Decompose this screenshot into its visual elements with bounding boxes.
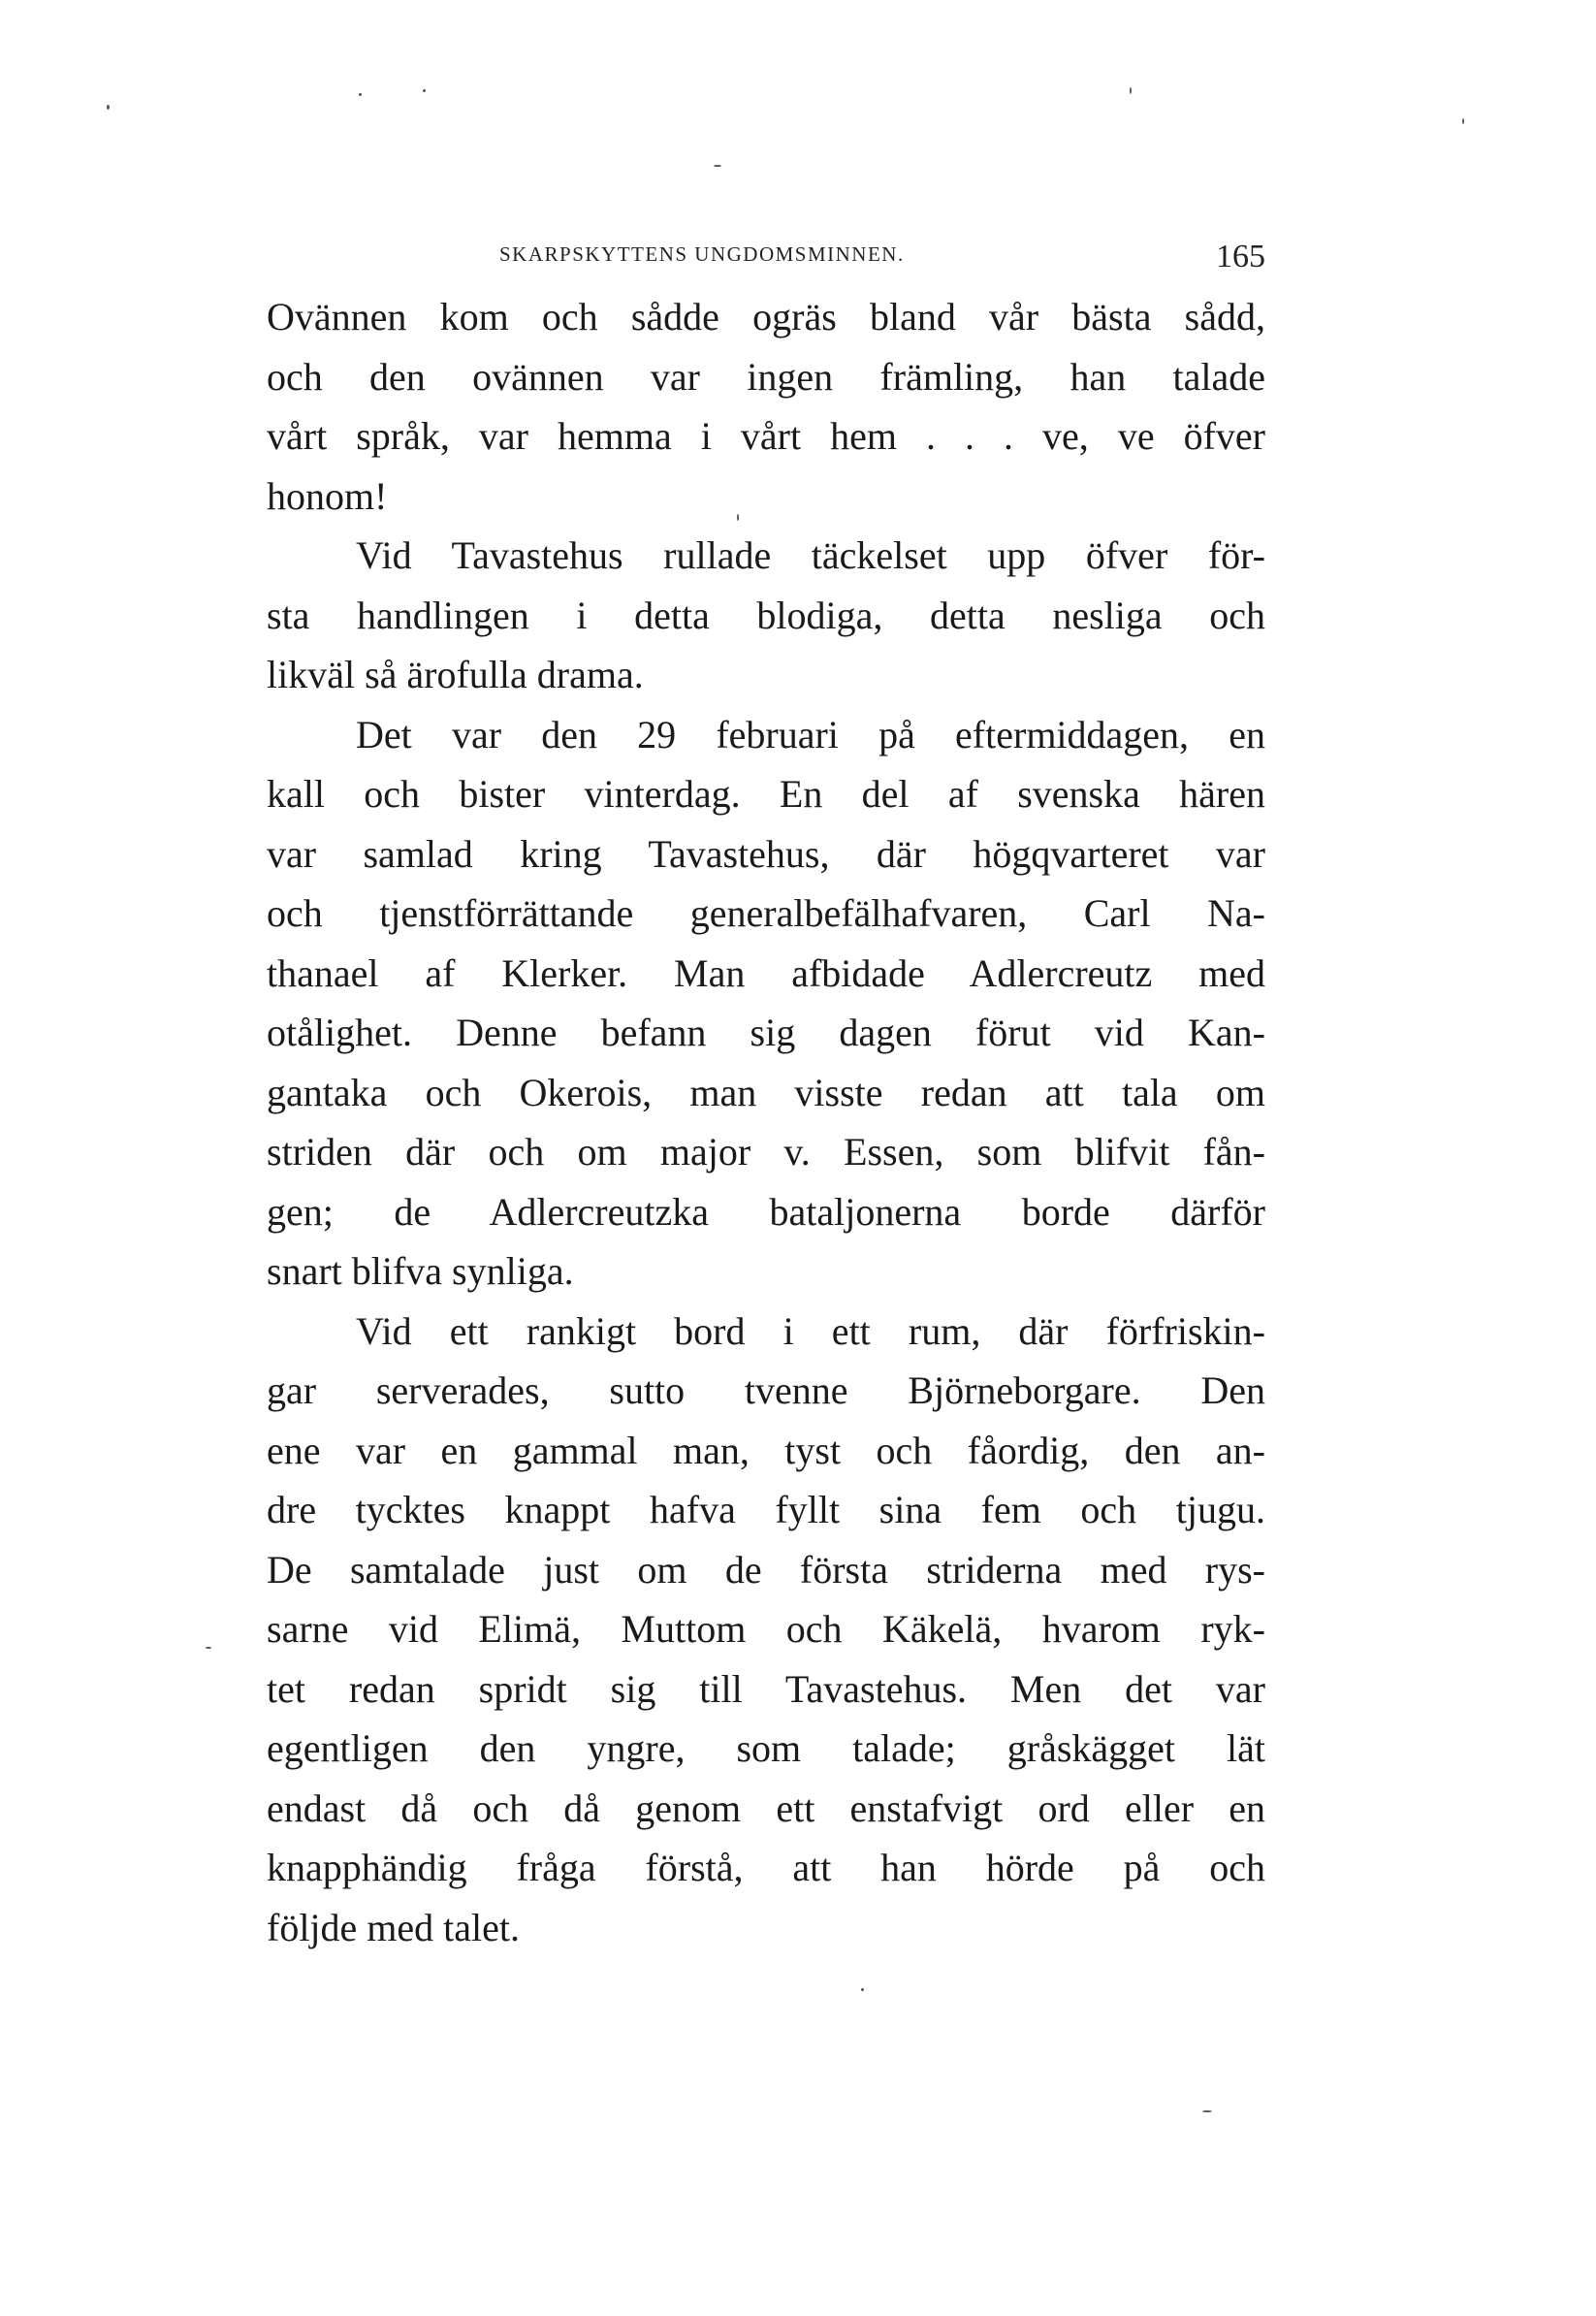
- text-line: thanael af Klerker. Man afbidade Adlercreutz med: [267, 950, 1265, 995]
- text-line: striden där och om major v. Essen, som blifvit fån-: [267, 1130, 1265, 1174]
- text-line: kall och bister vinterdag. En del af svenska hären: [267, 772, 1265, 816]
- text-line: och tjenstförrättande generalbefälhafvaren, Carl Na-: [267, 891, 1265, 935]
- text-line: gar serverades, sutto tvenne Björneborgare. Den: [267, 1368, 1265, 1412]
- text-line: Det var den 29 februari på eftermiddagen, en: [356, 712, 1265, 756]
- paper-speck: [1130, 87, 1132, 94]
- paper-speck: [861, 1988, 864, 1991]
- text-line: otålighet. Denne befann sig dagen förut vid Kan-: [267, 1011, 1265, 1054]
- paper-speck: [107, 105, 110, 110]
- text-line: De samtalade just om de första striderna med rys-: [267, 1547, 1265, 1592]
- text-line: följde med talet.: [267, 1905, 521, 1949]
- text-line: knapphändig fråga förstå, att han hörde på och: [267, 1846, 1265, 1889]
- paper-speck: [359, 93, 362, 96]
- text-line: egentligen den yngre, som talade; gråskägget lät: [267, 1726, 1265, 1770]
- text-line: var samlad kring Tavastehus, där högqvarteret var: [267, 831, 1265, 876]
- paper-speck: [423, 89, 426, 92]
- page-number: 165: [1216, 239, 1265, 274]
- text-line: snart blifva synliga.: [267, 1249, 574, 1293]
- text-line: endast då och då genom ett enstafvigt ord eller en: [267, 1785, 1265, 1830]
- text-line: likväl så ärofulla drama.: [267, 653, 644, 696]
- text-line: Vid ett rankigt bord i ett rum, där förfriskin-: [356, 1308, 1265, 1353]
- paper-speck: [1462, 118, 1464, 124]
- text-line: sta handlingen i detta blodiga, detta nesliga och: [267, 593, 1265, 637]
- text-line: ene var en gammal man, tyst och fåordig, den an-: [267, 1428, 1265, 1472]
- body-text: [267, 287, 1265, 1957]
- text-line: honom!: [267, 473, 388, 518]
- text-line: gen; de Adlercreutzka bataljonerna borde därför: [267, 1189, 1265, 1234]
- running-head: [267, 239, 1265, 277]
- text-line: tet redan spridt sig till Tavastehus. Men det var: [267, 1666, 1265, 1711]
- paper-speck: [1202, 2110, 1212, 2112]
- text-line: sarne vid Elimä, Muttom och Käkelä, hvarom ryk-: [267, 1607, 1265, 1651]
- text-line: och den ovännen var ingen främling, han talade: [267, 354, 1265, 399]
- running-title: SKARPSKYTTENS UNGDOMSMINNEN.: [499, 242, 905, 266]
- text-line: vårt språk, var hemma i vårt hem . . . ve, ve öfver: [267, 414, 1265, 458]
- paper-speck: [714, 165, 721, 167]
- text-line: Ovännen kom och sådde ogräs bland vår bästa sådd,: [267, 295, 1265, 338]
- text-line: Vid Tavastehus rullade täckelset upp öfver för-: [356, 533, 1265, 577]
- text-line: gantaka och Okerois, man visste redan att tala om: [267, 1070, 1265, 1114]
- text-line: dre tycktes knappt hafva fyllt sina fem och tjugu.: [267, 1488, 1265, 1531]
- paper-speck: [206, 1647, 211, 1649]
